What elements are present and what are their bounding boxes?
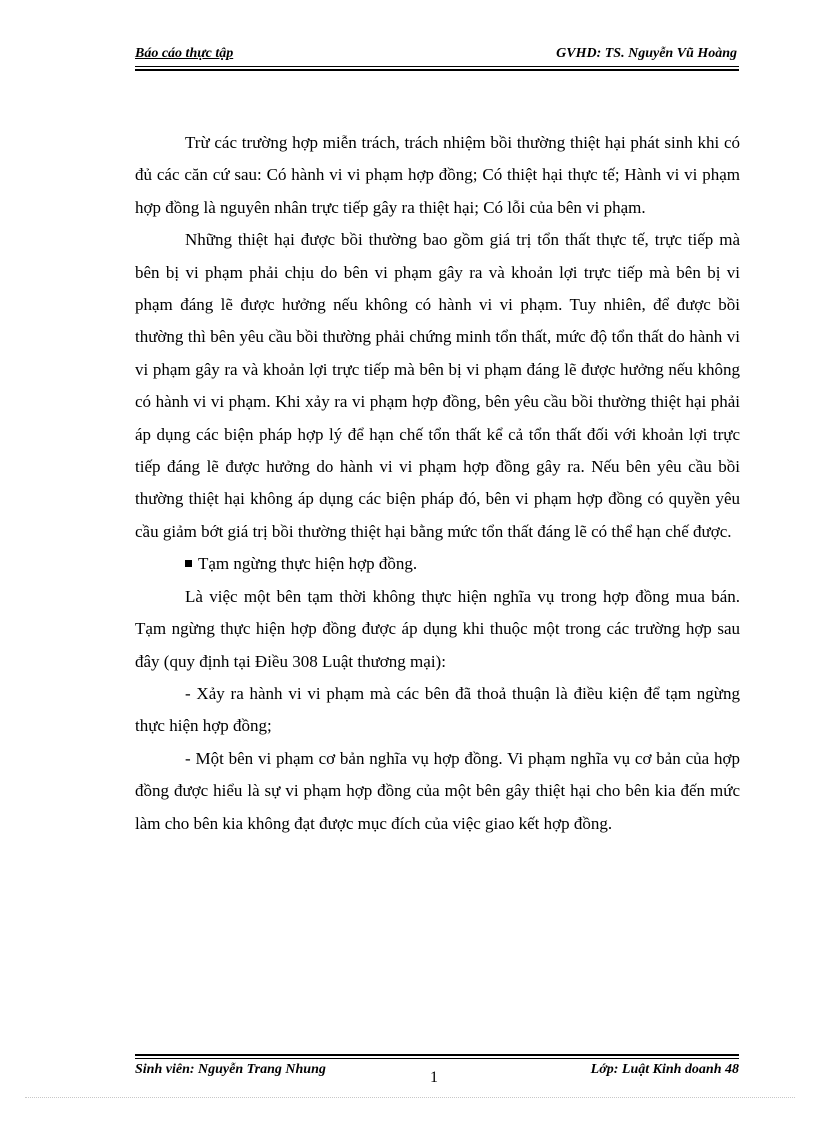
header-rule bbox=[135, 66, 739, 67]
footer-rule-thick bbox=[135, 1054, 739, 1056]
footer-class: Lớp: Luật Kinh doanh 48 bbox=[590, 1062, 739, 1077]
paragraph-2: Những thiệt hại được bồi thường bao gồm giá trị tổn thất thực tế, trực tiếp mà bên bị vi phạm phải chịu do bên vi phạm gây ra và khoản lợi trực tiếp mà bên bị vi phạm đáng lẽ được hưởng nếu không có hành vi vi phạm. Tuy nhiên, để được bồi thường thì bên yêu cầu bồi thường phải chứng minh tổn thất, mức độ tổn thất do hành vi vi phạm gây ra và khoản lợi trực tiếp mà bên bị vi phạm đáng lẽ được hưởng nếu không có hành vi vi phạm. Khi xảy ra vi phạm hợp đồng, bên yêu cầu bồi thường thiệt hại phải áp dụng các biện pháp hợp lý để hạn chế tổn thất kể cả tổn thất đối với khoản lợi trực tiếp đáng lẽ được hưởng do hành vi vi phạm hợp đồng gây ra. Nếu bên yêu cầu bồi thường thiệt hại không áp dụng các biện pháp đó, bên vi phạm hợp đồng có quyền yêu cầu giảm bớt giá trị bồi thường thiệt hại bằng mức tổn thất đáng lẽ có thể hạn chế được. bbox=[135, 230, 740, 541]
header-report-title: Báo cáo thực tập bbox=[135, 46, 234, 61]
paragraph-3: Là việc một bên tạm thời không thực hiện nghĩa vụ trong hợp đồng mua bán. Tạm ngừng thực hiện hợp đồng được áp dụng khi thuộc một trong các trường hợp sau đây (quy định tại Điều 308 Luật thương mại): bbox=[135, 586, 740, 671]
paragraph-5: - Một bên vi phạm cơ bản nghĩa vụ hợp đồng. Vi phạm nghĩa vụ cơ bản của hợp đồng được hiểu là sự vi phạm hợp đồng của một bên gây thiệt hại cho bên kia đến mức làm cho bên kia không đạt được mục đích của việc giao kết hợp đồng. bbox=[135, 748, 740, 833]
page-header bbox=[135, 46, 737, 66]
document-body bbox=[135, 127, 740, 840]
header-rule-thick bbox=[135, 69, 739, 71]
footer-student: Sinh viên: Nguyễn Trang Nhung bbox=[135, 1062, 326, 1077]
page-footer bbox=[135, 1062, 739, 1102]
bullet-item bbox=[135, 548, 740, 580]
square-bullet-icon bbox=[185, 560, 192, 567]
page-number: 1 bbox=[430, 1069, 438, 1086]
page-bottom-border bbox=[25, 1097, 795, 1098]
bullet-item-text: Tạm ngừng thực hiện hợp đồng. bbox=[198, 554, 418, 574]
paragraph-1: Trừ các trường hợp miễn trách, trách nhiệm bồi thường thiệt hại phát sinh khi có đủ các căn cứ sau: Có hành vi vi phạm hợp đồng; Có thiệt hại thực tế; Hành vi vi phạm hợp đồng là nguyên nhân trực tiếp gây ra thiệt hại; Có lỗi của bên vi phạm. bbox=[135, 133, 740, 217]
header-advisor: GVHD: TS. Nguyễn Vũ Hoàng bbox=[556, 46, 737, 61]
paragraph-4: - Xảy ra hành vi vi phạm mà các bên đã thoả thuận là điều kiện để tạm ngừng thực hiện hợp đồng; bbox=[135, 683, 740, 736]
footer-rule bbox=[135, 1058, 739, 1059]
